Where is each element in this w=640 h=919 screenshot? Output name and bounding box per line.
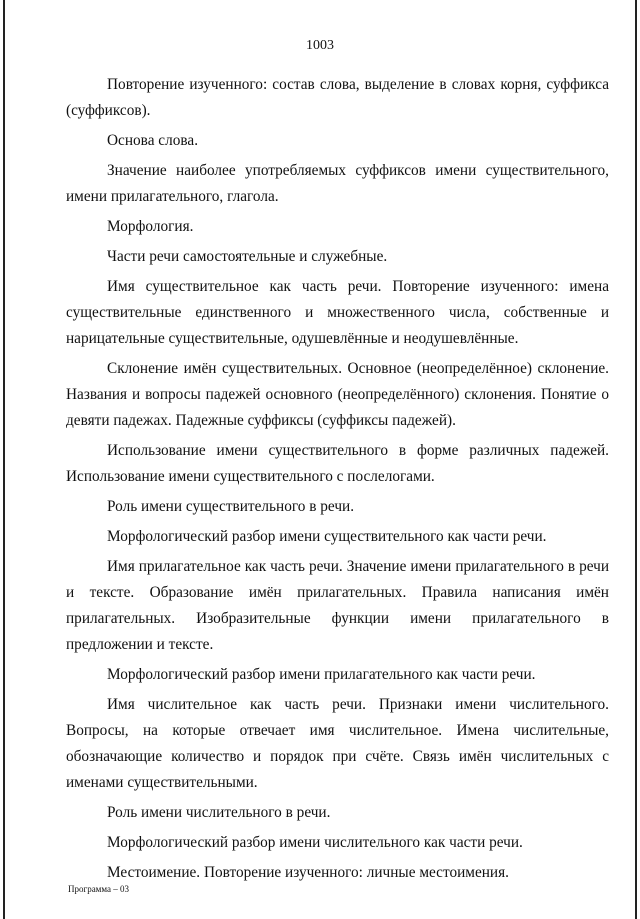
page-number: 1003	[306, 38, 334, 53]
paragraph: Имя числительное как часть речи. Признаки имени числительного. Вопросы, на которые отвечает имя числительное. Имена числительные, обозначающие количество и порядок при счёте. Связь имён числительных с именами существительными.	[66, 696, 609, 791]
paragraph: Склонение имён существительных. Основное (неопределённое) склонение. Названия и вопросы падежей основного (неопределённого) склонения. Понятие о девяти падежах. Падежные суффиксы (суффиксы падежей).	[66, 360, 609, 429]
paragraph: Роль имени числительного в речи.	[107, 804, 331, 821]
scan-edge-left	[3, 0, 5, 919]
scan-edge-right	[635, 0, 637, 919]
paragraph: Имя существительное как часть речи. Повторение изученного: имена существительные единственного и множественного числа, собственные и нарицательные существительные, одушевлённые и неодушевлённые.	[66, 278, 609, 347]
paragraph: Части речи самостоятельные и служебные.	[107, 248, 388, 265]
paragraph: Основа слова.	[107, 132, 199, 149]
paragraph: Местоимение. Повторение изученного: личные местоимения.	[107, 864, 509, 881]
paragraph: Морфологический разбор имени числительного как части речи.	[107, 834, 523, 851]
paragraph: Значение наиболее употребляемых суффиксов имени существительного, имени прилагательного, глагола.	[66, 162, 609, 205]
paragraph: Повторение изученного: состав слова, выделение в словах корня, суффикса (суффиксов).	[66, 76, 609, 119]
paragraph: Морфология.	[107, 218, 194, 235]
paragraph: Морфологический разбор имени прилагательного как части речи.	[107, 666, 536, 683]
paragraph: Морфологический разбор имени существительного как части речи.	[107, 528, 547, 545]
paragraph: Использование имени существительного в форме различных падежей. Использование имени существительного с послелогами.	[66, 442, 609, 485]
paragraph: Имя прилагательное как часть речи. Значение имени прилагательного в речи и тексте. Образование имён прилагательных. Правила написания имён прилагательных. Изобразительные функции имени прилагательного в предложении и тексте.	[66, 558, 609, 653]
paragraph: Роль имени существительного в речи.	[107, 498, 355, 515]
page-footer: Программа – 03	[68, 884, 130, 894]
document-body	[66, 72, 609, 890]
